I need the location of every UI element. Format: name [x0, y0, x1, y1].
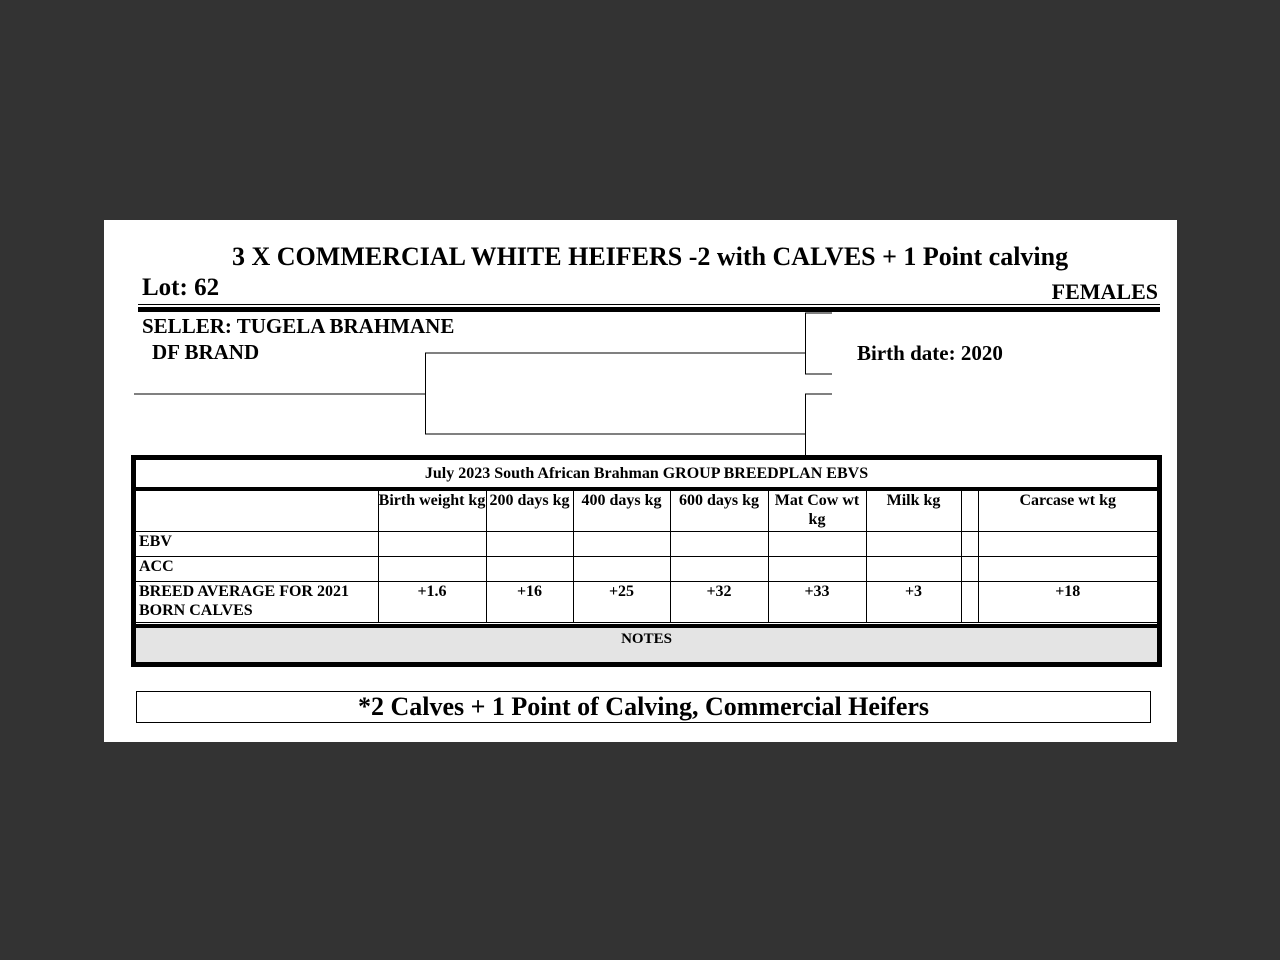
ebv-table: [136, 491, 1157, 623]
lot-number: Lot: 62: [142, 274, 220, 301]
ebv-row-ebv: [136, 532, 1157, 557]
table-cell: [378, 557, 486, 582]
table-cell: [670, 532, 768, 557]
birth-date: Birth date: 2020: [857, 341, 1003, 365]
lot-sheet: [104, 220, 1177, 742]
footer-note-box: [136, 691, 1151, 723]
table-cell: [961, 582, 978, 623]
footer-note: *2 Calves + 1 Point of Calving, Commercial Heifers: [357, 692, 930, 721]
table-cell: [486, 557, 573, 582]
column-header: 600 days kg: [670, 491, 768, 532]
table-cell: +18: [978, 582, 1157, 623]
table-cell: [573, 532, 670, 557]
column-header: Birth weight kg: [378, 491, 486, 532]
table-cell: [978, 532, 1157, 557]
table-cell: [378, 532, 486, 557]
column-header: 200 days kg: [486, 491, 573, 532]
column-header: Milk kg: [866, 491, 961, 532]
table-cell: [670, 557, 768, 582]
table-cell: +32: [670, 582, 768, 623]
table-cell: [978, 557, 1157, 582]
table-cell: +16: [486, 582, 573, 623]
table-cell: [573, 557, 670, 582]
row-label: ACC: [136, 557, 378, 582]
page-title: 3 X COMMERCIAL WHITE HEIFERS -2 with CALVES + 1 Point calving: [232, 242, 1069, 271]
column-header: Mat Cow wt kg: [768, 491, 866, 532]
pedigree-chart: [104, 220, 1177, 460]
row-label: BREED AVERAGE FOR 2021 BORN CALVES: [136, 582, 378, 623]
row-label: EBV: [136, 532, 378, 557]
seller-name: SELLER: TUGELA BRAHMANE: [142, 314, 455, 338]
ebv-title: July 2023 South African Brahman GROUP BREEDPLAN EBVS: [136, 460, 1157, 491]
table-cell: +3: [866, 582, 961, 623]
ebv-header-row: [136, 491, 1157, 532]
ebv-table-box: [131, 455, 1162, 667]
table-cell: +33: [768, 582, 866, 623]
table-cell: [768, 532, 866, 557]
table-cell: [866, 557, 961, 582]
table-cell: [961, 557, 978, 582]
table-cell: [486, 532, 573, 557]
column-header: [961, 491, 978, 532]
notes-section: [136, 624, 1157, 662]
table-cell: [961, 532, 978, 557]
ebv-row-breed-average: [136, 582, 1157, 623]
column-header: [136, 491, 378, 532]
column-header: 400 days kg: [573, 491, 670, 532]
table-cell: [866, 532, 961, 557]
brand-label: DF BRAND: [152, 340, 260, 364]
table-cell: [768, 557, 866, 582]
table-cell: +1.6: [378, 582, 486, 623]
notes-label: NOTES: [621, 631, 672, 647]
table-cell: +25: [573, 582, 670, 623]
category-label: FEMALES: [1051, 279, 1158, 304]
ebv-row-acc: [136, 557, 1157, 582]
column-header: Carcase wt kg: [978, 491, 1157, 532]
